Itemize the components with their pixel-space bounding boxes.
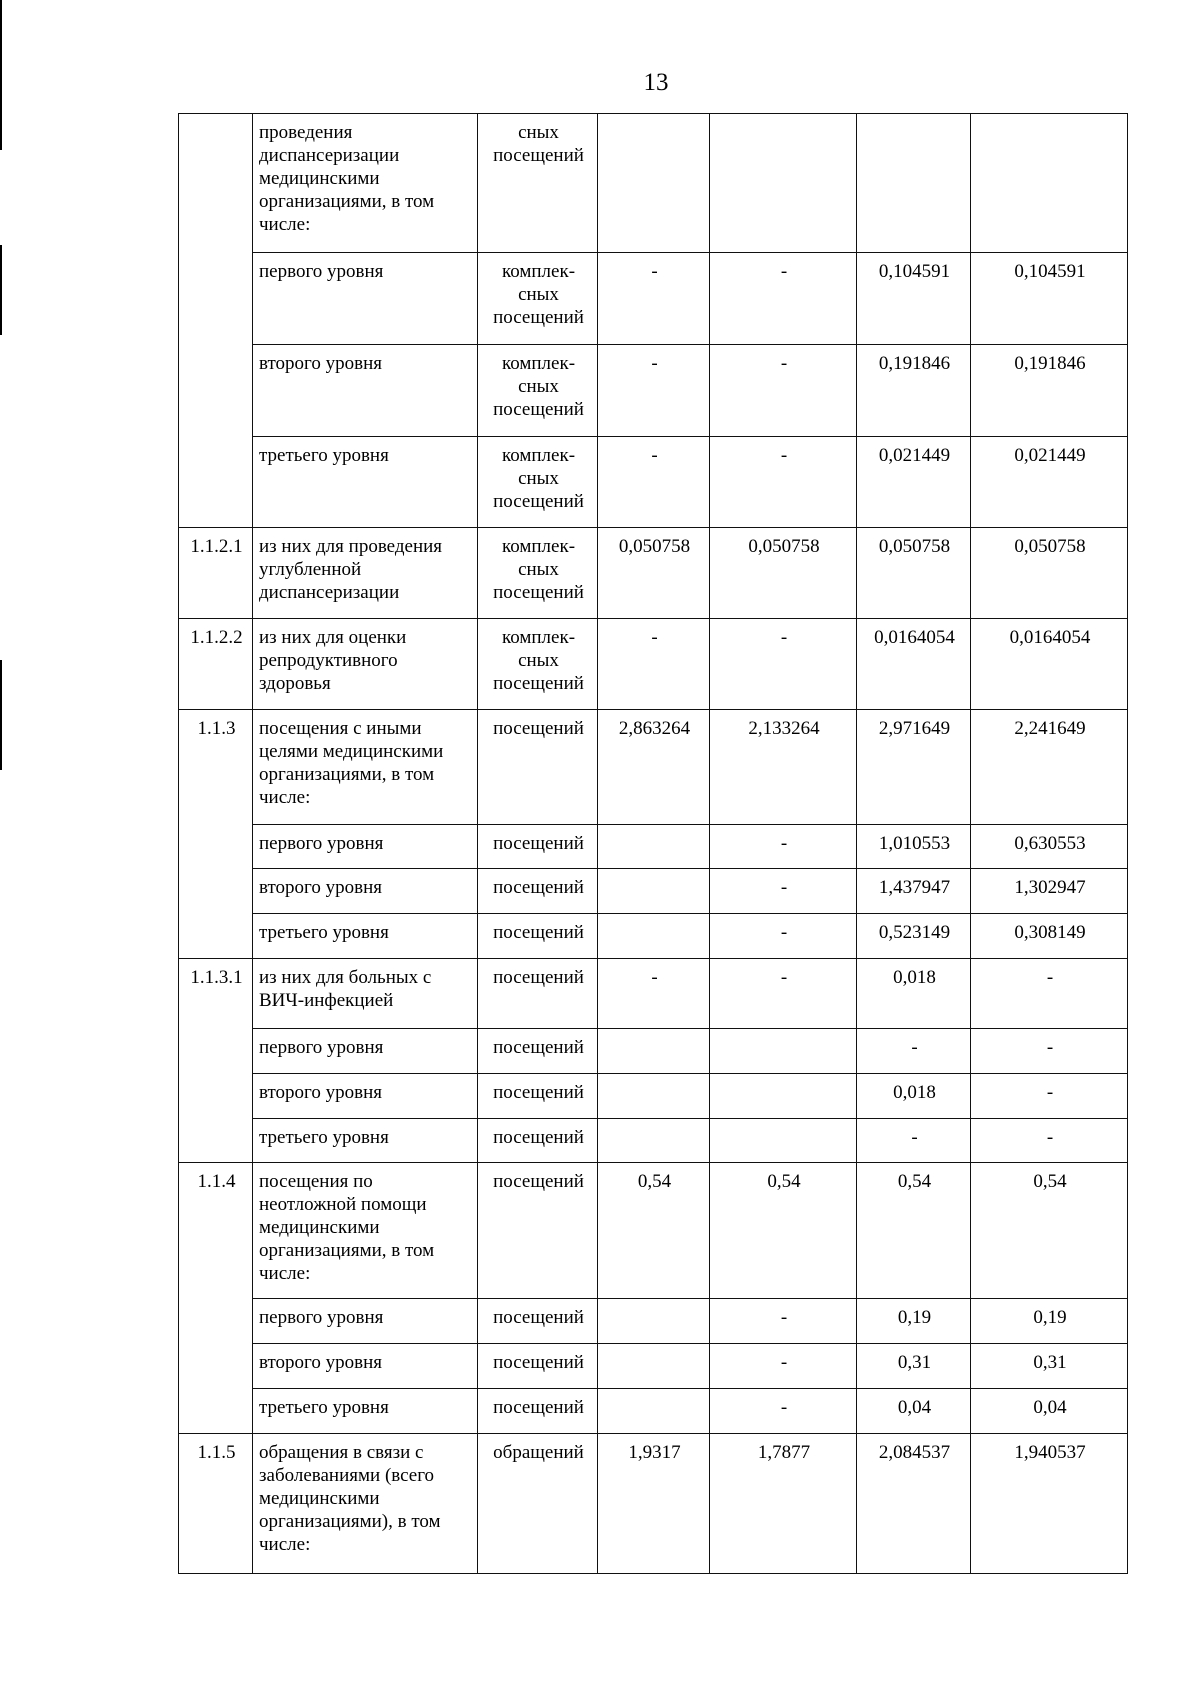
value-cell: - (971, 1029, 1128, 1074)
row-number (179, 114, 253, 528)
indicator-name: первого уровня (253, 825, 478, 869)
value-cell: - (710, 345, 857, 437)
unit-cell: комплек-сных посещений (478, 345, 598, 437)
value-cell: 0,0164054 (971, 619, 1128, 710)
value-cell (598, 825, 710, 869)
table-row (179, 1074, 1128, 1119)
value-cell (598, 869, 710, 914)
value-cell (598, 1119, 710, 1163)
value-cell (598, 114, 710, 253)
value-cell (598, 1029, 710, 1074)
value-cell: 0,523149 (857, 914, 971, 959)
value-cell (598, 1299, 710, 1344)
value-cell: 2,863264 (598, 710, 710, 825)
indicator-name: из них для оценки репродуктивного здоровья (253, 619, 478, 710)
value-cell: 0,104591 (857, 253, 971, 345)
unit-cell: посещений (478, 959, 598, 1029)
value-cell: 0,021449 (971, 437, 1128, 528)
value-cell: 0,191846 (857, 345, 971, 437)
indicator-name: первого уровня (253, 1299, 478, 1344)
value-cell (710, 1074, 857, 1119)
value-cell: 0,54 (710, 1163, 857, 1299)
indicator-name: из них для проведения углубленной диспансеризации (253, 528, 478, 619)
indicator-name: из них для больных с ВИЧ-инфекцией (253, 959, 478, 1029)
row-number: 1.1.3.1 (179, 959, 253, 1163)
value-cell: 0,018 (857, 1074, 971, 1119)
value-cell: - (971, 1074, 1128, 1119)
indicator-name: третьего уровня (253, 1389, 478, 1434)
table-row (179, 869, 1128, 914)
value-cell: 0,050758 (857, 528, 971, 619)
value-cell: 0,308149 (971, 914, 1128, 959)
indicator-name: второго уровня (253, 1074, 478, 1119)
value-cell: 0,19 (857, 1299, 971, 1344)
indicator-name: третьего уровня (253, 1119, 478, 1163)
table-row (179, 825, 1128, 869)
unit-cell: посещений (478, 869, 598, 914)
indicator-name: второго уровня (253, 1344, 478, 1389)
value-cell: 1,302947 (971, 869, 1128, 914)
data-table (178, 113, 1128, 1574)
row-number: 1.1.5 (179, 1434, 253, 1574)
value-cell (710, 1029, 857, 1074)
unit-cell: посещений (478, 1299, 598, 1344)
value-cell: - (598, 253, 710, 345)
value-cell: 2,133264 (710, 710, 857, 825)
value-cell: - (710, 253, 857, 345)
value-cell: - (598, 345, 710, 437)
indicator-name: посещения с иными целями медицинскими организациями, в том числе: (253, 710, 478, 825)
value-cell: 0,31 (971, 1344, 1128, 1389)
row-number: 1.1.4 (179, 1163, 253, 1434)
value-cell: - (710, 1389, 857, 1434)
unit-cell: посещений (478, 1344, 598, 1389)
value-cell (598, 1389, 710, 1434)
table-row (179, 437, 1128, 528)
value-cell: 2,084537 (857, 1434, 971, 1574)
indicator-name: третьего уровня (253, 914, 478, 959)
value-cell: - (710, 1344, 857, 1389)
table-row (179, 914, 1128, 959)
value-cell: 0,050758 (971, 528, 1128, 619)
table-row (179, 528, 1128, 619)
value-cell: 0,191846 (971, 345, 1128, 437)
value-cell: 0,630553 (971, 825, 1128, 869)
indicator-name: посещения по неотложной помощи медицинскими организациями, в том числе: (253, 1163, 478, 1299)
value-cell (598, 914, 710, 959)
value-cell: 1,7877 (710, 1434, 857, 1574)
indicator-name: третьего уровня (253, 437, 478, 528)
indicator-name: первого уровня (253, 253, 478, 345)
table-row (179, 345, 1128, 437)
value-cell (598, 1074, 710, 1119)
value-cell: 1,940537 (971, 1434, 1128, 1574)
scan-edge-mark (0, 660, 2, 770)
value-cell: 2,241649 (971, 710, 1128, 825)
value-cell: 1,010553 (857, 825, 971, 869)
table-row (179, 114, 1128, 253)
value-cell: - (598, 437, 710, 528)
value-cell: - (710, 869, 857, 914)
unit-cell: посещений (478, 914, 598, 959)
value-cell: 0,54 (971, 1163, 1128, 1299)
value-cell: - (710, 914, 857, 959)
value-cell: 0,31 (857, 1344, 971, 1389)
value-cell: - (971, 1119, 1128, 1163)
unit-cell: посещений (478, 825, 598, 869)
indicator-name: обращения в связи с заболеваниями (всего медицинскими организациями), в том числе: (253, 1434, 478, 1574)
value-cell: 0,0164054 (857, 619, 971, 710)
unit-cell: обращений (478, 1434, 598, 1574)
unit-cell: комплек-сных посещений (478, 253, 598, 345)
table-row (179, 959, 1128, 1029)
unit-cell: комплек-сных посещений (478, 528, 598, 619)
unit-cell: посещений (478, 1389, 598, 1434)
unit-cell: посещений (478, 1119, 598, 1163)
unit-cell: сных посещений (478, 114, 598, 253)
value-cell: 1,9317 (598, 1434, 710, 1574)
unit-cell: посещений (478, 1074, 598, 1119)
unit-cell: комплек-сных посещений (478, 619, 598, 710)
value-cell: 0,104591 (971, 253, 1128, 345)
table-row (179, 1029, 1128, 1074)
value-cell: - (598, 959, 710, 1029)
table-row (179, 1344, 1128, 1389)
value-cell: 0,04 (857, 1389, 971, 1434)
page-number: 13 (643, 69, 669, 96)
value-cell: 0,050758 (710, 528, 857, 619)
indicator-name: проведения диспансеризации медицинскими организациями, в том числе: (253, 114, 478, 253)
table-row (179, 253, 1128, 345)
value-cell (971, 114, 1128, 253)
value-cell: - (710, 437, 857, 528)
scan-edge-mark (0, 0, 2, 150)
value-cell (857, 114, 971, 253)
table-row (179, 710, 1128, 825)
value-cell: - (710, 1299, 857, 1344)
value-cell: - (857, 1029, 971, 1074)
table-row (179, 1119, 1128, 1163)
value-cell: 0,021449 (857, 437, 971, 528)
value-cell: 0,04 (971, 1389, 1128, 1434)
unit-cell: посещений (478, 1029, 598, 1074)
table-row (179, 1299, 1128, 1344)
table-row (179, 1434, 1128, 1574)
table-row (179, 1389, 1128, 1434)
value-cell (598, 1344, 710, 1389)
value-cell: - (857, 1119, 971, 1163)
value-cell: 1,437947 (857, 869, 971, 914)
scan-edge-mark (0, 245, 2, 335)
value-cell: - (710, 619, 857, 710)
value-cell: 0,54 (598, 1163, 710, 1299)
indicator-name: второго уровня (253, 869, 478, 914)
value-cell (710, 1119, 857, 1163)
table-row (179, 619, 1128, 710)
value-cell: 0,018 (857, 959, 971, 1029)
value-cell: 0,54 (857, 1163, 971, 1299)
unit-cell: посещений (478, 710, 598, 825)
row-number: 1.1.2.2 (179, 619, 253, 710)
value-cell: 0,19 (971, 1299, 1128, 1344)
value-cell: - (598, 619, 710, 710)
row-number: 1.1.2.1 (179, 528, 253, 619)
indicator-name: первого уровня (253, 1029, 478, 1074)
table-row (179, 1163, 1128, 1299)
value-cell: - (971, 959, 1128, 1029)
row-number: 1.1.3 (179, 710, 253, 959)
value-cell: 0,050758 (598, 528, 710, 619)
value-cell: - (710, 825, 857, 869)
indicator-name: второго уровня (253, 345, 478, 437)
unit-cell: комплек-сных посещений (478, 437, 598, 528)
unit-cell: посещений (478, 1163, 598, 1299)
value-cell: 2,971649 (857, 710, 971, 825)
value-cell: - (710, 959, 857, 1029)
value-cell (710, 114, 857, 253)
